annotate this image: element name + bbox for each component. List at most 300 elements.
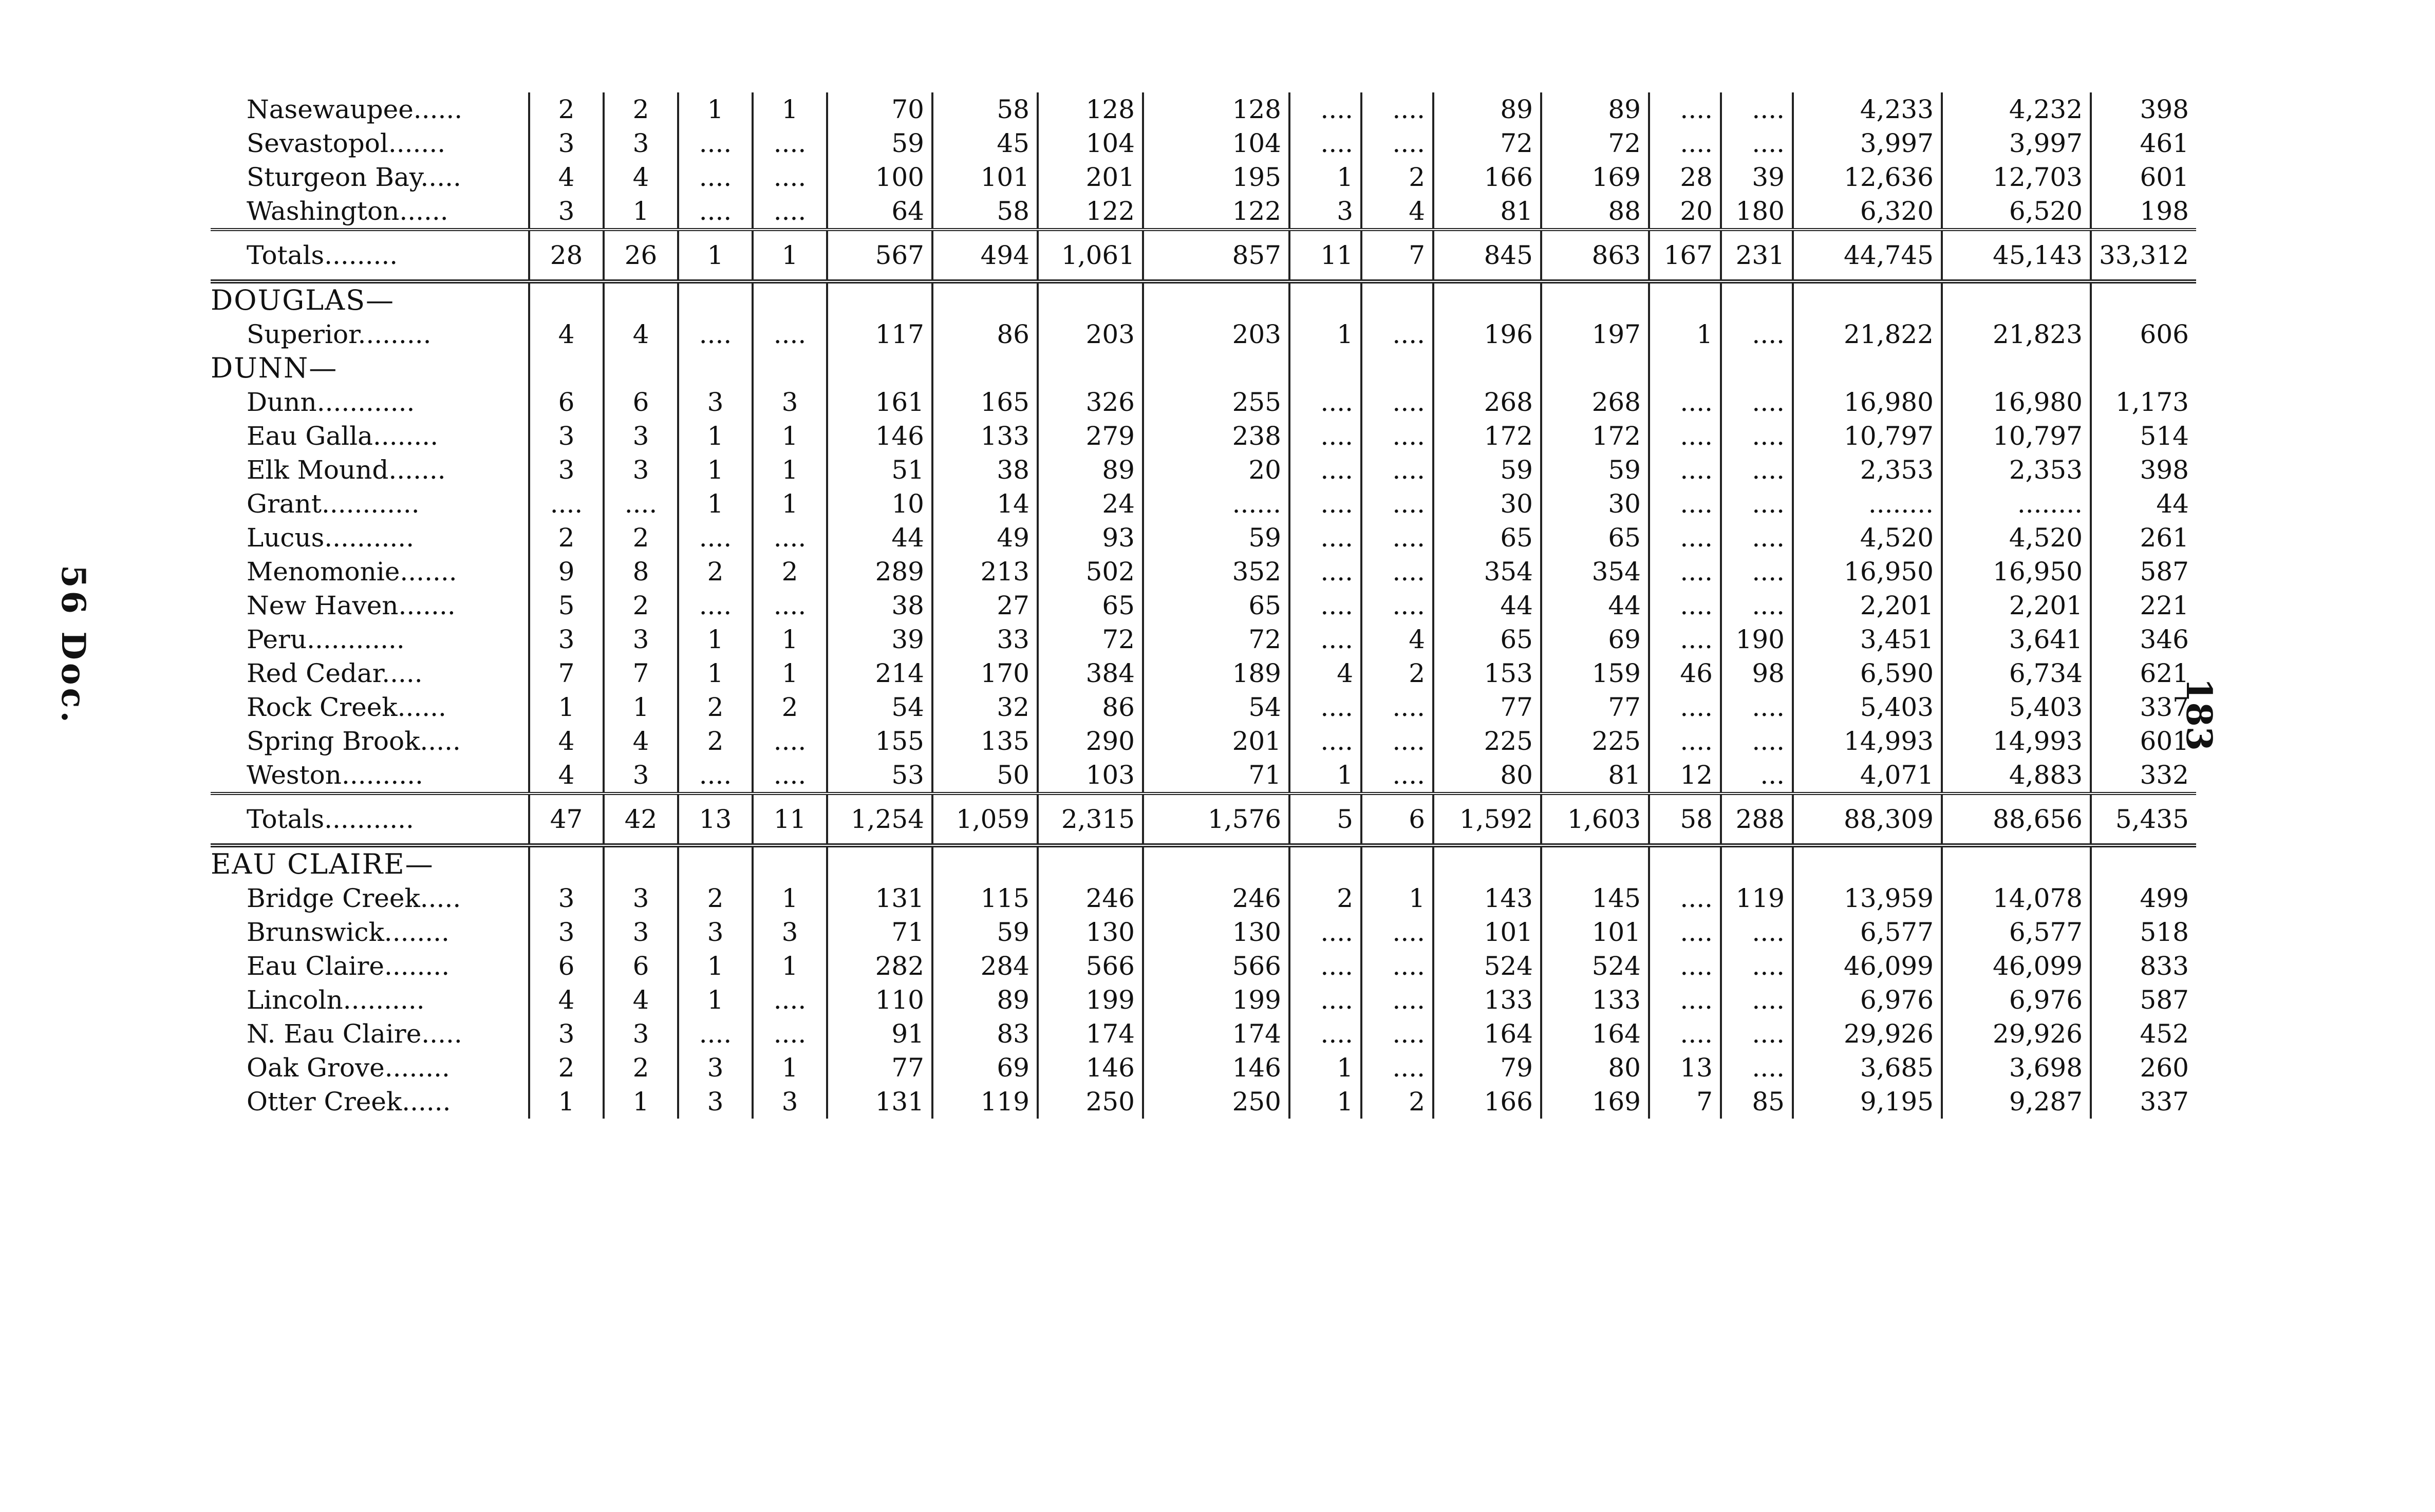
table-cell: 1: [753, 1051, 827, 1085]
table-cell: 1: [1361, 881, 1433, 915]
table-cell: 7: [1649, 1085, 1721, 1119]
table-cell: ....: [1649, 881, 1721, 915]
table-cell: ....: [1289, 453, 1361, 487]
table-cell: 21,822: [1793, 317, 1942, 351]
table-cell: 86: [932, 317, 1038, 351]
table-cell: ....: [753, 317, 827, 351]
empty-cell: [1038, 351, 1143, 385]
table-cell: 214: [827, 656, 932, 690]
table-cell: ......: [1143, 487, 1289, 521]
table-cell: 104: [1143, 126, 1289, 160]
table-cell: 261: [2091, 521, 2196, 555]
table-cell: 14,078: [1942, 881, 2091, 915]
table-cell: 29,926: [1793, 1017, 1942, 1051]
table-cell: 231: [1721, 230, 1793, 281]
table-cell: 587: [2091, 555, 2196, 589]
table-cell: 49: [932, 521, 1038, 555]
table-cell: 9,287: [1942, 1085, 2091, 1119]
empty-cell: [1433, 281, 1541, 317]
table-row: [211, 453, 2196, 487]
table-cell: 70: [827, 92, 932, 126]
table-cell: 4: [604, 317, 678, 351]
table-cell: ....: [678, 589, 753, 622]
town-name: Menomonie.......: [247, 557, 457, 587]
table-row: [211, 724, 2196, 758]
empty-cell: [1143, 845, 1289, 881]
table-cell: 3: [529, 915, 604, 949]
town-name: Peru............: [247, 625, 405, 654]
table-cell: 4,520: [1793, 521, 1942, 555]
table-cell: ....: [678, 317, 753, 351]
table-cell: 88: [1541, 194, 1649, 230]
table-cell: 6,976: [1942, 983, 2091, 1017]
table-cell: ....: [1361, 453, 1433, 487]
table-cell: 4: [604, 160, 678, 194]
table-cell: 44: [2091, 487, 2196, 521]
table-cell: 133: [932, 419, 1038, 453]
table-row: [211, 949, 2196, 983]
empty-cell: [1361, 845, 1433, 881]
empty-cell: [932, 845, 1038, 881]
table-cell: ....: [1721, 419, 1793, 453]
table-cell: 268: [1541, 385, 1649, 419]
empty-cell: [1361, 281, 1433, 317]
table-cell: 1: [1289, 160, 1361, 194]
table-cell: 131: [827, 881, 932, 915]
table-cell: 146: [1143, 1051, 1289, 1085]
table-cell: ....: [1289, 949, 1361, 983]
table-cell: ....: [753, 1017, 827, 1051]
table-cell: 3: [678, 1085, 753, 1119]
table-row: [211, 589, 2196, 622]
totals-row: [211, 793, 2196, 845]
table-cell: ....: [1289, 983, 1361, 1017]
table-cell: 115: [932, 881, 1038, 915]
table-cell: 863: [1541, 230, 1649, 281]
table-cell: 42: [604, 793, 678, 845]
empty-cell: [1289, 351, 1361, 385]
table-cell: 59: [932, 915, 1038, 949]
table-cell: 54: [1143, 690, 1289, 724]
table-cell: 499: [2091, 881, 2196, 915]
table-cell: 6: [529, 385, 604, 419]
town-name: Washington......: [247, 196, 448, 226]
table-cell: 6,590: [1793, 656, 1942, 690]
table-cell: 3,641: [1942, 622, 2091, 656]
table-cell: ....: [678, 1017, 753, 1051]
table-cell: ....: [1721, 555, 1793, 589]
table-cell: 1: [678, 949, 753, 983]
table-cell: 221: [2091, 589, 2196, 622]
table-cell: 14,993: [1793, 724, 1942, 758]
table-cell: ....: [1361, 487, 1433, 521]
table-row: [211, 487, 2196, 521]
table-cell: 6,976: [1793, 983, 1942, 1017]
table-row: [211, 690, 2196, 724]
table-cell: 165: [932, 385, 1038, 419]
table-cell: ....: [1361, 949, 1433, 983]
table-cell: 65: [1143, 589, 1289, 622]
table-cell: 101: [1541, 915, 1649, 949]
table-cell: 337: [2091, 690, 2196, 724]
table-cell: 1: [753, 453, 827, 487]
table-cell: ....: [1721, 915, 1793, 949]
table-cell: ....: [1289, 521, 1361, 555]
table-cell: 3: [529, 622, 604, 656]
table-cell: 3: [529, 881, 604, 915]
town-name: Nasewaupee......: [247, 94, 463, 124]
table-row: [211, 317, 2196, 351]
table-cell: 6: [1361, 793, 1433, 845]
table-cell: ....: [1289, 126, 1361, 160]
empty-cell: [529, 845, 604, 881]
table-cell: 567: [827, 230, 932, 281]
table-cell: ....: [1289, 385, 1361, 419]
table-cell: 2,353: [1793, 453, 1942, 487]
table-cell: 133: [1541, 983, 1649, 1017]
table-cell: 1,592: [1433, 793, 1541, 845]
table-row: [211, 1051, 2196, 1085]
table-cell: 6: [604, 385, 678, 419]
empty-cell: [753, 845, 827, 881]
table-cell: 8: [604, 555, 678, 589]
table-row: [211, 881, 2196, 915]
table-cell: 213: [932, 555, 1038, 589]
empty-cell: [932, 281, 1038, 317]
table-cell: 28: [1649, 160, 1721, 194]
table-cell: 398: [2091, 453, 2196, 487]
table-cell: 10,797: [1793, 419, 1942, 453]
table-cell: 2: [604, 589, 678, 622]
table-cell: 85: [1721, 1085, 1793, 1119]
table-cell: 54: [827, 690, 932, 724]
table-cell: 2,315: [1038, 793, 1143, 845]
table-cell: 384: [1038, 656, 1143, 690]
table-cell: 7: [529, 656, 604, 690]
table-cell: 3: [604, 419, 678, 453]
table-cell: 1: [678, 230, 753, 281]
table-cell: ....: [1721, 949, 1793, 983]
table-row: [211, 160, 2196, 194]
empty-cell: [1289, 281, 1361, 317]
table-cell: 1: [604, 690, 678, 724]
table-cell: 46: [1649, 656, 1721, 690]
table-cell: 332: [2091, 758, 2196, 793]
table-row: [211, 983, 2196, 1017]
table-cell: 1,254: [827, 793, 932, 845]
table-cell: 518: [2091, 915, 2196, 949]
table-cell: 2: [1289, 881, 1361, 915]
table-row: [211, 194, 2196, 230]
table-cell: 1,576: [1143, 793, 1289, 845]
table-cell: 246: [1038, 881, 1143, 915]
table-cell: 288: [1721, 793, 1793, 845]
table-cell: 174: [1143, 1017, 1289, 1051]
table-cell: 72: [1433, 126, 1541, 160]
table-cell: 45: [932, 126, 1038, 160]
table-cell: ....: [753, 160, 827, 194]
empty-cell: [2091, 281, 2196, 317]
table-cell: 514: [2091, 419, 2196, 453]
table-cell: 13,959: [1793, 881, 1942, 915]
table-cell: 246: [1143, 881, 1289, 915]
table-cell: 146: [1038, 1051, 1143, 1085]
table-cell: 27: [932, 589, 1038, 622]
table-cell: 44: [827, 521, 932, 555]
table-cell: 354: [1541, 555, 1649, 589]
table-cell: 169: [1541, 160, 1649, 194]
table-cell: 91: [827, 1017, 932, 1051]
empty-cell: [1433, 351, 1541, 385]
empty-cell: [1143, 281, 1289, 317]
table-cell: 16,950: [1793, 555, 1942, 589]
table-cell: 6,577: [1793, 915, 1942, 949]
table-cell: 81: [1541, 758, 1649, 793]
table-cell: 143: [1433, 881, 1541, 915]
empty-cell: [827, 281, 932, 317]
table-cell: 502: [1038, 555, 1143, 589]
table-cell: 71: [827, 915, 932, 949]
empty-cell: [827, 351, 932, 385]
table-cell: 146: [827, 419, 932, 453]
table-cell: 857: [1143, 230, 1289, 281]
table-cell: 122: [1143, 194, 1289, 230]
table-cell: ....: [1721, 521, 1793, 555]
empty-cell: [1942, 281, 2091, 317]
table-cell: 3,698: [1942, 1051, 2091, 1085]
town-name: Spring Brook.....: [247, 726, 461, 756]
table-cell: 601: [2091, 724, 2196, 758]
table-row: [211, 92, 2196, 126]
table-cell: 2: [529, 92, 604, 126]
table-cell: 289: [827, 555, 932, 589]
table-cell: 65: [1433, 521, 1541, 555]
table-cell: 14,993: [1942, 724, 2091, 758]
table-cell: 71: [1143, 758, 1289, 793]
table-cell: 1: [678, 656, 753, 690]
table-cell: ....: [1649, 949, 1721, 983]
table-cell: ....: [1721, 317, 1793, 351]
table-cell: ....: [1649, 419, 1721, 453]
table-cell: 225: [1433, 724, 1541, 758]
town-name: Otter Creek......: [247, 1087, 451, 1117]
table-cell: 1: [1289, 1051, 1361, 1085]
table-cell: 2: [529, 521, 604, 555]
table-cell: ....: [753, 983, 827, 1017]
table-cell: 845: [1433, 230, 1541, 281]
table-cell: 80: [1541, 1051, 1649, 1085]
table-cell: 1: [678, 419, 753, 453]
table-cell: 1: [753, 230, 827, 281]
table-cell: ....: [1649, 1017, 1721, 1051]
county-heading-row: [211, 281, 2196, 317]
table-cell: 3: [604, 453, 678, 487]
table-cell: 4: [1289, 656, 1361, 690]
table-cell: 88,656: [1942, 793, 2091, 845]
table-cell: 89: [1433, 92, 1541, 126]
table-cell: 117: [827, 317, 932, 351]
table-cell: ....: [1289, 724, 1361, 758]
table-cell: 24: [1038, 487, 1143, 521]
county-heading-row: [211, 845, 2196, 881]
table-cell: 587: [2091, 983, 2196, 1017]
table-cell: 65: [1038, 589, 1143, 622]
table-cell: 180: [1721, 194, 1793, 230]
county-heading-row: [211, 351, 2196, 385]
table-cell: 3: [604, 915, 678, 949]
table-cell: 89: [932, 983, 1038, 1017]
table-cell: 10,797: [1942, 419, 2091, 453]
empty-cell: [1289, 845, 1361, 881]
table-cell: 3: [678, 915, 753, 949]
town-name: Red Cedar.....: [247, 658, 423, 688]
table-cell: 44,745: [1793, 230, 1942, 281]
table-cell: 69: [932, 1051, 1038, 1085]
town-name: Dunn............: [247, 387, 415, 417]
table-cell: 131: [827, 1085, 932, 1119]
empty-cell: [1942, 351, 2091, 385]
table-cell: ....: [1721, 589, 1793, 622]
table-cell: 20: [1649, 194, 1721, 230]
table-cell: 14: [932, 487, 1038, 521]
table-cell: 284: [932, 949, 1038, 983]
table-cell: 58: [932, 194, 1038, 230]
table-cell: 1: [753, 92, 827, 126]
empty-cell: [1433, 845, 1541, 881]
table-cell: 2,353: [1942, 453, 2091, 487]
town-name: New Haven.......: [247, 591, 456, 620]
table-cell: 65: [1433, 622, 1541, 656]
table-cell: 58: [932, 92, 1038, 126]
table-cell: 2: [753, 555, 827, 589]
table-cell: 11: [1289, 230, 1361, 281]
table-cell: 1,059: [932, 793, 1038, 845]
empty-cell: [1038, 281, 1143, 317]
table-cell: ....: [1649, 521, 1721, 555]
table-cell: ....: [1361, 521, 1433, 555]
table-cell: 201: [1143, 724, 1289, 758]
table-row: [211, 758, 2196, 793]
table-cell: 524: [1433, 949, 1541, 983]
table-cell: 12: [1649, 758, 1721, 793]
table-cell: ....: [1649, 915, 1721, 949]
table-cell: 3,451: [1793, 622, 1942, 656]
empty-cell: [1649, 281, 1721, 317]
table-cell: 4: [1361, 194, 1433, 230]
table-cell: 119: [932, 1085, 1038, 1119]
table-cell: 203: [1038, 317, 1143, 351]
table-cell: 164: [1541, 1017, 1649, 1051]
table-cell: ....: [1649, 589, 1721, 622]
table-cell: 93: [1038, 521, 1143, 555]
table-cell: 1: [678, 983, 753, 1017]
table-cell: 3: [529, 453, 604, 487]
table-cell: 4: [529, 983, 604, 1017]
table-cell: 110: [827, 983, 932, 1017]
empty-cell: [1038, 845, 1143, 881]
table-cell: 2: [529, 1051, 604, 1085]
table-cell: ....: [753, 126, 827, 160]
empty-cell: [2091, 845, 2196, 881]
table-row: [211, 555, 2196, 589]
table-cell: 3: [529, 126, 604, 160]
table-cell: 196: [1433, 317, 1541, 351]
table-cell: 88,309: [1793, 793, 1942, 845]
table-cell: ....: [1649, 92, 1721, 126]
table-cell: ....: [1289, 555, 1361, 589]
town-name: Brunswick........: [247, 917, 449, 947]
table-cell: 2: [678, 881, 753, 915]
table-cell: ...: [1721, 758, 1793, 793]
table-cell: 7: [1361, 230, 1433, 281]
table-cell: ....: [1289, 487, 1361, 521]
empty-cell: [604, 351, 678, 385]
table-cell: 250: [1038, 1085, 1143, 1119]
table-cell: 32: [932, 690, 1038, 724]
empty-cell: [2091, 351, 2196, 385]
table-cell: 6,577: [1942, 915, 2091, 949]
table-cell: 199: [1038, 983, 1143, 1017]
empty-cell: [1942, 845, 2091, 881]
page-side-label: 56 Doc.: [54, 565, 92, 726]
table-cell: 566: [1038, 949, 1143, 983]
table-cell: ....: [1289, 1017, 1361, 1051]
empty-cell: [678, 281, 753, 317]
table-cell: ....: [1649, 453, 1721, 487]
table-cell: ....: [1289, 690, 1361, 724]
table-cell: ....: [678, 194, 753, 230]
table-cell: 2: [678, 555, 753, 589]
table-cell: 28: [529, 230, 604, 281]
table-cell: 47: [529, 793, 604, 845]
empty-cell: [1793, 281, 1942, 317]
table-cell: 12,636: [1793, 160, 1942, 194]
table-cell: 250: [1143, 1085, 1289, 1119]
table-cell: ........: [1942, 487, 2091, 521]
table-cell: 30: [1433, 487, 1541, 521]
town-name: Grant............: [247, 489, 420, 519]
table-cell: ....: [1721, 487, 1793, 521]
table-cell: 6: [604, 949, 678, 983]
table-cell: 83: [932, 1017, 1038, 1051]
table-cell: 72: [1038, 622, 1143, 656]
town-name: Sturgeon Bay.....: [247, 162, 461, 192]
table-cell: 1: [753, 622, 827, 656]
table-cell: ....: [1649, 385, 1721, 419]
table-cell: 4: [529, 160, 604, 194]
table-cell: 59: [1541, 453, 1649, 487]
table-cell: 238: [1143, 419, 1289, 453]
table-cell: 2: [678, 724, 753, 758]
table-cell: ....: [1721, 724, 1793, 758]
town-name: Superior.........: [247, 319, 432, 349]
table-cell: 9: [529, 555, 604, 589]
town-name: Sevastopol.......: [247, 128, 446, 158]
table-cell: 2: [1361, 160, 1433, 194]
table-cell: ....: [753, 589, 827, 622]
table-cell: 3: [753, 385, 827, 419]
table-cell: ....: [1361, 126, 1433, 160]
table-cell: ....: [604, 487, 678, 521]
table-cell: 4,520: [1942, 521, 2091, 555]
empty-cell: [1649, 845, 1721, 881]
table-cell: 86: [1038, 690, 1143, 724]
table-cell: 145: [1541, 881, 1649, 915]
table-cell: ....: [1649, 724, 1721, 758]
table-cell: 4: [529, 317, 604, 351]
town-name: Weston..........: [247, 760, 423, 790]
empty-cell: [604, 845, 678, 881]
